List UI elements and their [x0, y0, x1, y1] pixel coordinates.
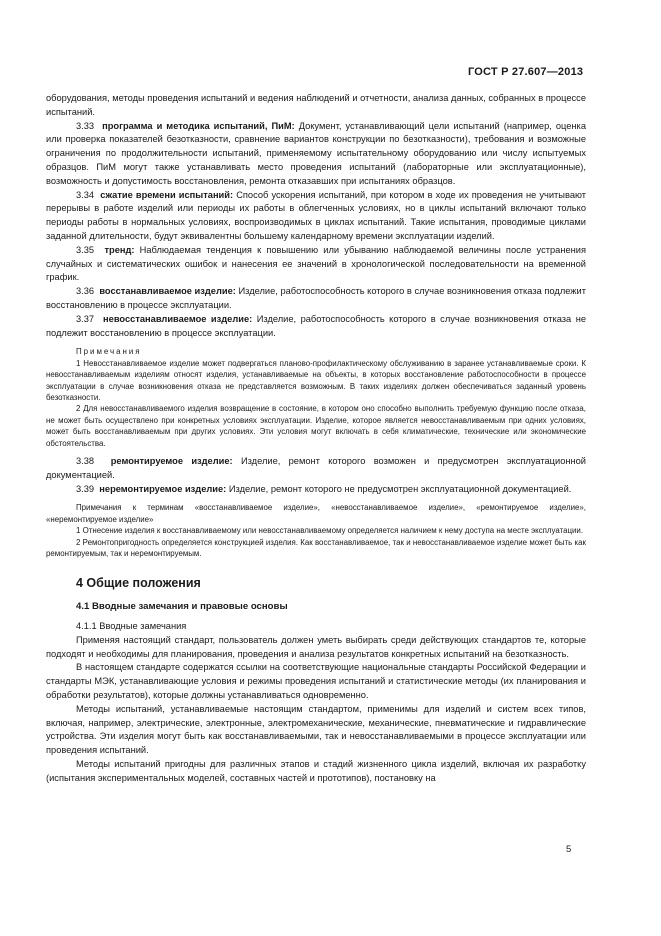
term-number: 3.35: [76, 244, 95, 255]
term-name: программа и методика испытаний, ПиМ:: [102, 120, 295, 131]
term-definition: Наблюдаемая тенденция к повышению или убыванию наблюдаемой величины после устранения случайных и систематических ошибок и нанесения ее значений в хронологической последовательности на временной график.: [46, 244, 587, 283]
term-3-35: [46, 244, 586, 285]
notes-block-1: [46, 346, 586, 449]
note-item: 1 Отнесение изделия к восстанавливаемому или невосстанавливаемому определяется наличием к нему доступа на месте эксплуатации.: [76, 526, 584, 536]
intro-text: оборудования, методы проведения испытаний и ведения наблюдений и отчетности, анализа данных, собранных в процессе испытаний.: [46, 93, 586, 117]
term-definition: Способ ускорения испытаний, при котором в ходе их проведения не учитывают перерывы в работе изделий или периоды их работы в облегченных условиях, но в циклы испытаний включают только периоды работы в нормальных условиях, воспроизводимых в циклах испытаний. Такие испытания, проводимые циклами заданной длительности, будут эквивалентны большему календарному времени эксплуатации изделий.: [46, 189, 587, 241]
term-name: сжатие времени испытаний:: [100, 189, 234, 200]
term-name: восстанавливаемое изделие:: [99, 286, 236, 297]
term-definition: Документ, устанавливающий цели испытаний (например, оценка или проверка показателей безотказности, сравнение вариантов конструкции по безотказности), требования и возможные ограничения по продолжительности испытаний, применяемому испытательному оборудованию или числу испытуемых образцов. ПиМ могут также устанавливать место проведения испытаний (лабораторные или эксплуатационные), возможность и допустимость восстановления, ремонта отказавших при испытаниях образцов.: [46, 120, 586, 186]
term-3-39: [46, 483, 586, 497]
term-3-34: [46, 189, 586, 244]
subsubsection-title: 4.1.1 Вводные замечания: [76, 621, 187, 632]
page-body: [46, 92, 586, 786]
term-number: 3.34: [76, 189, 95, 200]
term-definition: Изделие, ремонт которого возможен и предусмотрен эксплуатационной документацией.: [46, 456, 586, 480]
term-definition: Изделие, ремонт которого не предусмотрен эксплуатационной документацией.: [228, 483, 572, 494]
term-definition: Изделие, работоспособность которого в случае возникновения отказа подлежит восстановлению в процессе эксплуатации.: [46, 286, 586, 310]
term-name: неремонтируемое изделие:: [99, 483, 227, 494]
page-number: 5: [566, 844, 572, 855]
term-3-38: [46, 455, 586, 483]
term-3-37: [46, 313, 586, 341]
term-3-36: [46, 285, 586, 313]
term-name: тренд:: [104, 244, 135, 255]
term-definition: Изделие, работоспособность которого в случае возникновения отказа не подлежит восстановлению в процессе эксплуатации.: [46, 313, 586, 338]
term-number: 3.36: [76, 286, 95, 297]
terms-list-1: [46, 120, 586, 341]
terms-list-2: [46, 455, 586, 496]
body-paragraph: Методы испытаний пригодны для различных этапов и стадий жизненного цикла изделий, включая их разработку (испытания экспериментальных моделей, составных частей и прототипов), постановку на: [46, 758, 586, 783]
note-item: 2 Ремонтопригодность определяется конструкцией изделия. Как восстанавливаемое, так и невосстанавливаемое изделие может быть как ремонтируемым, так и неремонтируемым.: [46, 537, 586, 559]
notes-block-2: [46, 502, 586, 559]
term-number: 3.38: [76, 456, 95, 466]
term-name: ремонтируемое изделие:: [110, 456, 233, 466]
body-paragraph: Методы испытаний, устанавливаемые настоящим стандартом, применимы для изделий и систем всех типов, включая, например, электрические, электронные, электромеханические, механические, пневматические и гидравлические устройства. Эти изделия могут быть как восстанавливаемыми, так и невосстанавливаемыми в процессе эксплуатации или проведения испытаний.: [46, 703, 586, 756]
note-item: 2 Для невосстанавливаемого изделия возвращение в состояние, в котором оно способно выполнить требуемую функцию после отказа, не может быть осуществлено при конкретных условиях эксплуатации. Изделие, которое является невосстанавливаемым при одних условиях, может быть восстанавливаемым при других условиях. Эти условия могут включать в себя климатические, технические или экономические обстоятельства.: [46, 404, 586, 448]
body-paragraph: В настоящем стандарте содержатся ссылки на соответствующие национальные стандарты Российской Федерации и стандарты МЭК, устанавливающие условия и режимы проведения испытаний и статистические методы (их планирования и обработки результатов), которые должны устанавливаться одновременно.: [46, 662, 586, 700]
notes-heading: Примечания к терминам «восстанавливаемое изделие», «невосстанавливаемое изделие», «ремонтируемое изделие», «неремонтируемое изделие»: [46, 503, 586, 524]
term-number: 3.39: [76, 483, 95, 494]
term-number: 3.37: [76, 313, 95, 324]
subsection-title: 4.1 Вводные замечания и правовые основы: [76, 601, 288, 613]
notes-heading: Примечания: [76, 347, 142, 357]
term-name: невосстанавливаемое изделие:: [103, 313, 253, 324]
document-header: ГОСТ Р 27.607—2013: [468, 66, 584, 78]
term-number: 3.33: [76, 120, 95, 131]
term-3-33: [46, 120, 586, 189]
section-title: 4 Общие положения: [76, 576, 201, 591]
note-item: 1 Невосстанавливаемое изделие может подвергаться планово-профилактическому обслуживанию в заранее устанавливаемые сроки. К невосстанавливаемым изделиям относят изделия, устанавливаемые на объекты, в которых восстановление работоспособности в процессе эксплуатации в случае возникновения отказа не представляется возможным. В таких изделиях должен обеспечиваться заданный уровень безотказности.: [46, 358, 586, 402]
body-paragraph: Применяя настоящий стандарт, пользователь должен уметь выбирать среди действующих стандартов те, которые подходят и необходимы для планирования, проведения и анализа результатов конкретных испытаний на безотказность.: [46, 634, 586, 659]
